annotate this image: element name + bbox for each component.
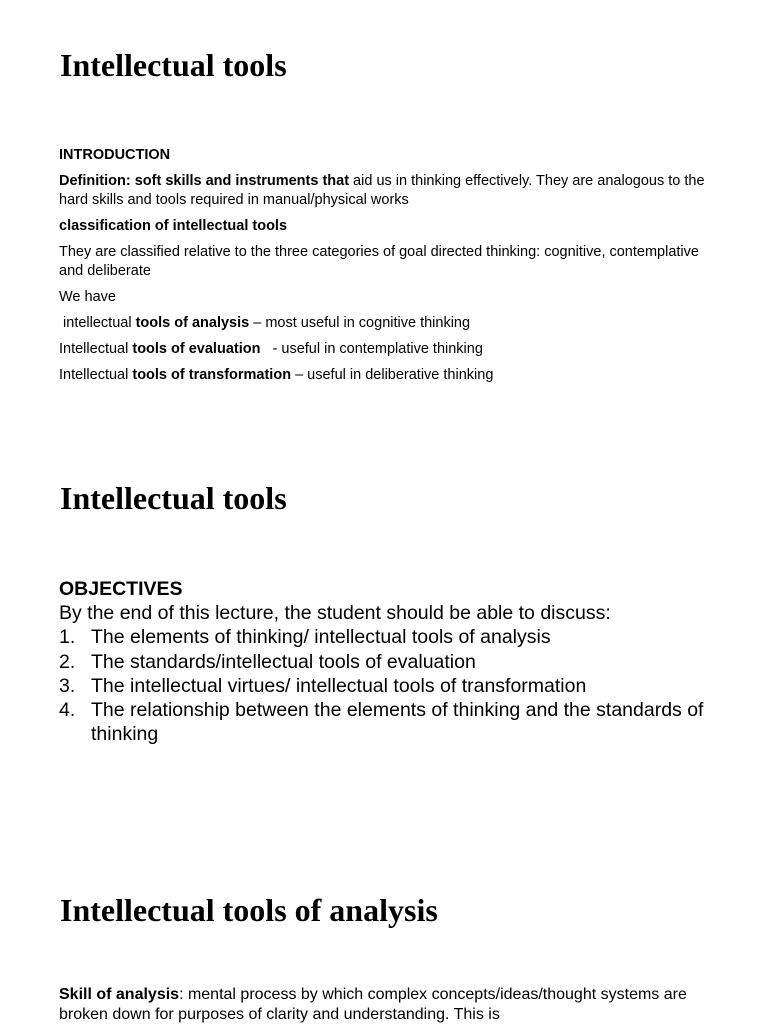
list-text: The intellectual virtues/ intellectual tools of transformation bbox=[91, 674, 587, 697]
definition-paragraph bbox=[59, 172, 719, 210]
list-item bbox=[59, 625, 719, 649]
slide-body bbox=[59, 146, 719, 392]
slide-introduction bbox=[0, 0, 768, 420]
skill-label: Skill of analysis bbox=[59, 986, 180, 1003]
list-text: The standards/intellectual tools of evaluation bbox=[91, 650, 476, 673]
list-number: 4. bbox=[59, 699, 76, 722]
tool-item bbox=[59, 366, 719, 385]
tool-item bbox=[59, 340, 719, 359]
slide-objectives bbox=[0, 420, 768, 860]
objectives-heading: OBJECTIVES bbox=[59, 578, 183, 600]
list-item bbox=[59, 650, 719, 674]
tool-item-description: – most useful in cognitive thinking bbox=[249, 315, 471, 331]
section-heading: INTRODUCTION bbox=[59, 147, 171, 163]
skill-text: : mental process by which complex concepts/ideas/thought systems are broken down for purposes of clarity and understanding. This is bbox=[59, 986, 687, 1023]
slide-tools-of-analysis bbox=[0, 860, 768, 1024]
list-text: The elements of thinking/ intellectual tools of analysis bbox=[91, 626, 551, 649]
slide-title: Intellectual tools bbox=[60, 480, 287, 516]
list-item bbox=[59, 698, 719, 746]
tool-item-description: – useful in deliberative thinking bbox=[291, 367, 494, 383]
list-number: 1. bbox=[59, 626, 76, 649]
slide-title: Intellectual tools of analysis bbox=[60, 892, 438, 928]
slide-body bbox=[59, 985, 709, 1024]
tool-item-name: tools of transformation bbox=[132, 367, 292, 383]
tool-item-name: tools of analysis bbox=[135, 315, 250, 331]
classification-heading: classification of intellectual tools bbox=[59, 218, 288, 234]
tool-item bbox=[59, 314, 719, 333]
objectives-lead: By the end of this lecture, the student should be able to discuss: bbox=[59, 602, 611, 625]
slide-title: Intellectual tools bbox=[60, 47, 287, 83]
list-number: 2. bbox=[59, 650, 76, 673]
list-item bbox=[59, 674, 719, 698]
list-text: The relationship between the elements of thinking and the standards of thinking bbox=[91, 699, 704, 746]
tool-item-name: tools of evaluation bbox=[132, 341, 261, 357]
tool-item-prefix: Intellectual bbox=[59, 367, 133, 383]
definition-text: aid us in thinking effectively. They are analogous to the hard skills and tools required in manual/physical works bbox=[59, 173, 705, 208]
slide-body bbox=[59, 577, 719, 746]
tool-item-prefix: intellectual bbox=[59, 315, 136, 331]
definition-label: Definition: soft skills and instruments that bbox=[59, 173, 350, 189]
objectives-list bbox=[59, 625, 719, 746]
list-number: 3. bbox=[59, 674, 76, 697]
tool-item-description: - useful in contemplative thinking bbox=[260, 341, 483, 357]
classification-paragraph: They are classified relative to the three categories of goal directed thinking: cognitive, contemplative and deliberate bbox=[59, 244, 699, 279]
we-have-text: We have bbox=[59, 289, 116, 305]
tool-item-prefix: Intellectual bbox=[59, 341, 133, 357]
